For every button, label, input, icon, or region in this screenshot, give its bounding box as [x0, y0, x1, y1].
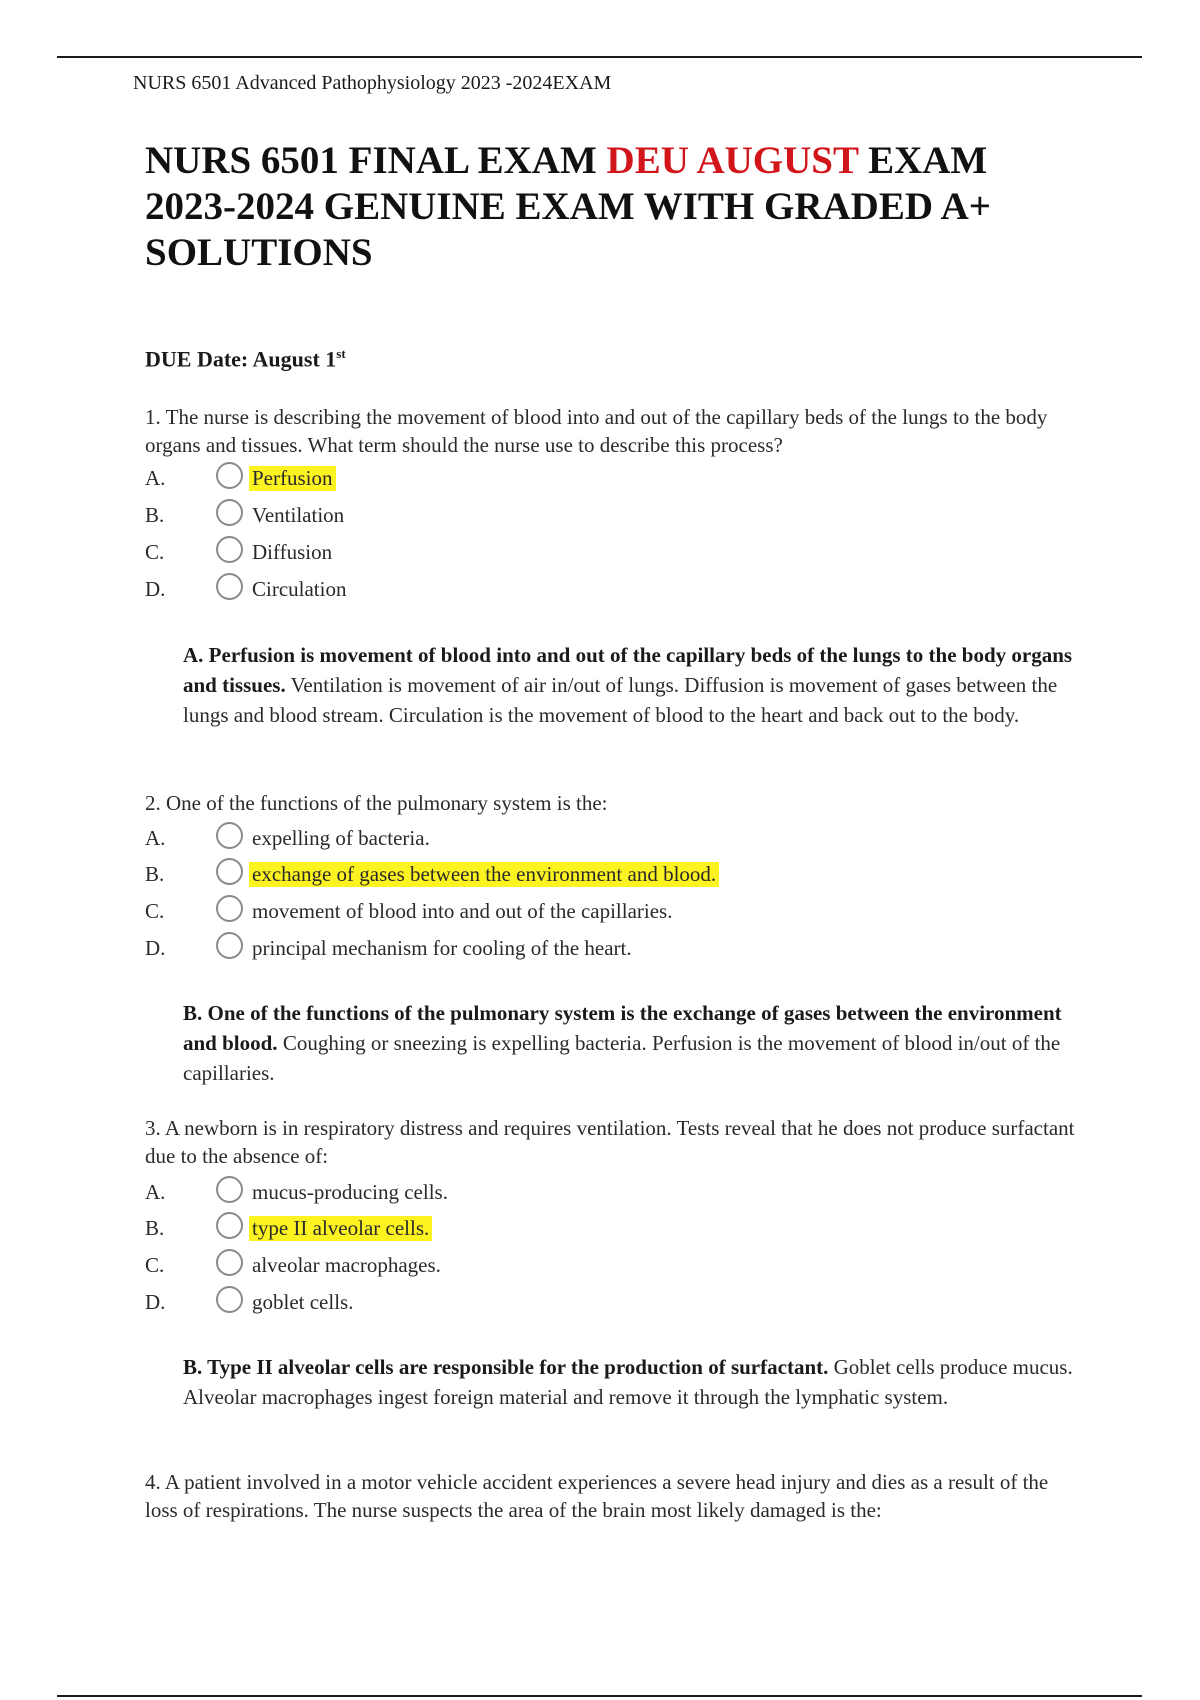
option-letter: C. [145, 899, 165, 923]
question-1-option-c[interactable] [145, 536, 1045, 568]
option-text: Diffusion [252, 540, 333, 564]
option-letter: C. [145, 540, 165, 564]
option-text: alveolar macrophages. [252, 1253, 441, 1277]
question-2-option-c[interactable] [145, 895, 1045, 927]
question-3-option-c[interactable] [145, 1249, 1045, 1281]
question-1-option-a[interactable] [145, 462, 1045, 494]
question-1-rationale [183, 640, 1083, 730]
radio-button[interactable] [216, 499, 243, 526]
question-1-option-d[interactable] [145, 573, 1045, 605]
radio-button[interactable] [216, 1212, 243, 1239]
question-3-option-b[interactable] [145, 1212, 1045, 1244]
option-letter: B. [145, 1216, 165, 1240]
radio-button[interactable] [216, 1176, 243, 1203]
question-3-option-a[interactable] [145, 1176, 1045, 1208]
radio-button[interactable] [216, 462, 243, 489]
option-letter: A. [145, 826, 166, 850]
title-part-2: EXAM 2023-2024 GENUINE EXAM WITH GRADED A+ SOLUTIONS [145, 139, 991, 274]
question-1-option-b[interactable] [145, 499, 1045, 531]
due-date [145, 346, 346, 372]
option-letter: D. [145, 577, 166, 601]
question-2-option-a[interactable] [145, 822, 1045, 854]
rationale-explanation: Coughing or sneezing is expelling bacteria. Perfusion is the movement of blood in/out of the capillaries. [183, 1031, 1061, 1085]
radio-button[interactable] [216, 895, 243, 922]
question-3-rationale [183, 1352, 1083, 1412]
radio-button[interactable] [216, 1249, 243, 1276]
option-text-highlighted: type II alveolar cells. [249, 1216, 432, 1241]
option-text: goblet cells. [252, 1290, 354, 1314]
option-text: Circulation [252, 577, 347, 601]
header-rule [57, 56, 1142, 58]
running-header: NURS 6501 Advanced Pathophysiology 2023 -2024EXAM [133, 72, 612, 94]
footer-rule [57, 1695, 1142, 1697]
option-text: expelling of bacteria. [252, 826, 430, 850]
option-letter: A. [145, 1180, 166, 1204]
option-text: movement of blood into and out of the capillaries. [252, 899, 673, 923]
rationale-explanation: Goblet cells produce mucus. Alveolar macrophages ingest foreign material and remove it through the lymphatic system. [183, 1355, 1073, 1409]
radio-button[interactable] [216, 822, 243, 849]
question-2-option-d[interactable] [145, 932, 1045, 964]
question-1-stem: 1. The nurse is describing the movement of blood into and out of the capillary beds of the lungs to the body organs and tissues. What term should the nurse use to describe this process? [145, 405, 1048, 457]
question-4-stem: 4. A patient involved in a motor vehicle accident experiences a severe head injury and dies as a result of the loss of respirations. The nurse suspects the area of the brain most likely damaged is the: [145, 1470, 1049, 1522]
rationale-answer: B. One of the functions of the pulmonary system is the exchange of gases between the environment and blood. [183, 1001, 1062, 1055]
option-letter: A. [145, 466, 166, 490]
due-date-label: DUE Date: August 1 [145, 346, 337, 372]
document-title [145, 138, 1075, 276]
question-3-stem: 3. A newborn is in respiratory distress and requires ventilation. Tests reveal that he does not produce surfactant due to the absence of: [145, 1116, 1075, 1168]
rationale-answer: A. Perfusion is movement of blood into and out of the capillary beds of the lungs to the body organs and tissues. [183, 643, 1073, 697]
radio-button[interactable] [216, 1286, 243, 1313]
rationale-answer: B. Type II alveolar cells are responsible for the production of surfactant. [183, 1355, 829, 1379]
option-letter: D. [145, 936, 166, 960]
option-text-highlighted: Perfusion [249, 466, 336, 491]
option-text: mucus-producing cells. [252, 1180, 448, 1204]
radio-button[interactable] [216, 858, 243, 885]
question-2-option-b[interactable] [145, 858, 1045, 890]
option-letter: D. [145, 1290, 166, 1314]
option-text: Ventilation [252, 503, 345, 527]
option-letter: B. [145, 862, 165, 886]
option-text-highlighted: exchange of gases between the environment and blood. [249, 862, 719, 887]
radio-button[interactable] [216, 536, 243, 563]
due-date-suffix: st [336, 346, 346, 361]
title-highlight: DEU AUGUST [606, 139, 859, 182]
option-letter: B. [145, 503, 165, 527]
radio-button[interactable] [216, 932, 243, 959]
title-part-1: NURS 6501 FINAL EXAM [145, 139, 607, 182]
question-2-stem: 2. One of the functions of the pulmonary system is the: [145, 791, 608, 815]
radio-button[interactable] [216, 573, 243, 600]
rationale-explanation: Ventilation is movement of air in/out of lungs. Diffusion is movement of gases between the lungs and blood stream. Circulation is the movement of blood to the heart and back out to the body. [183, 673, 1058, 727]
question-2-rationale [183, 998, 1083, 1088]
option-text: principal mechanism for cooling of the heart. [252, 936, 632, 960]
question-3-option-d[interactable] [145, 1286, 1045, 1318]
option-letter: C. [145, 1253, 165, 1277]
